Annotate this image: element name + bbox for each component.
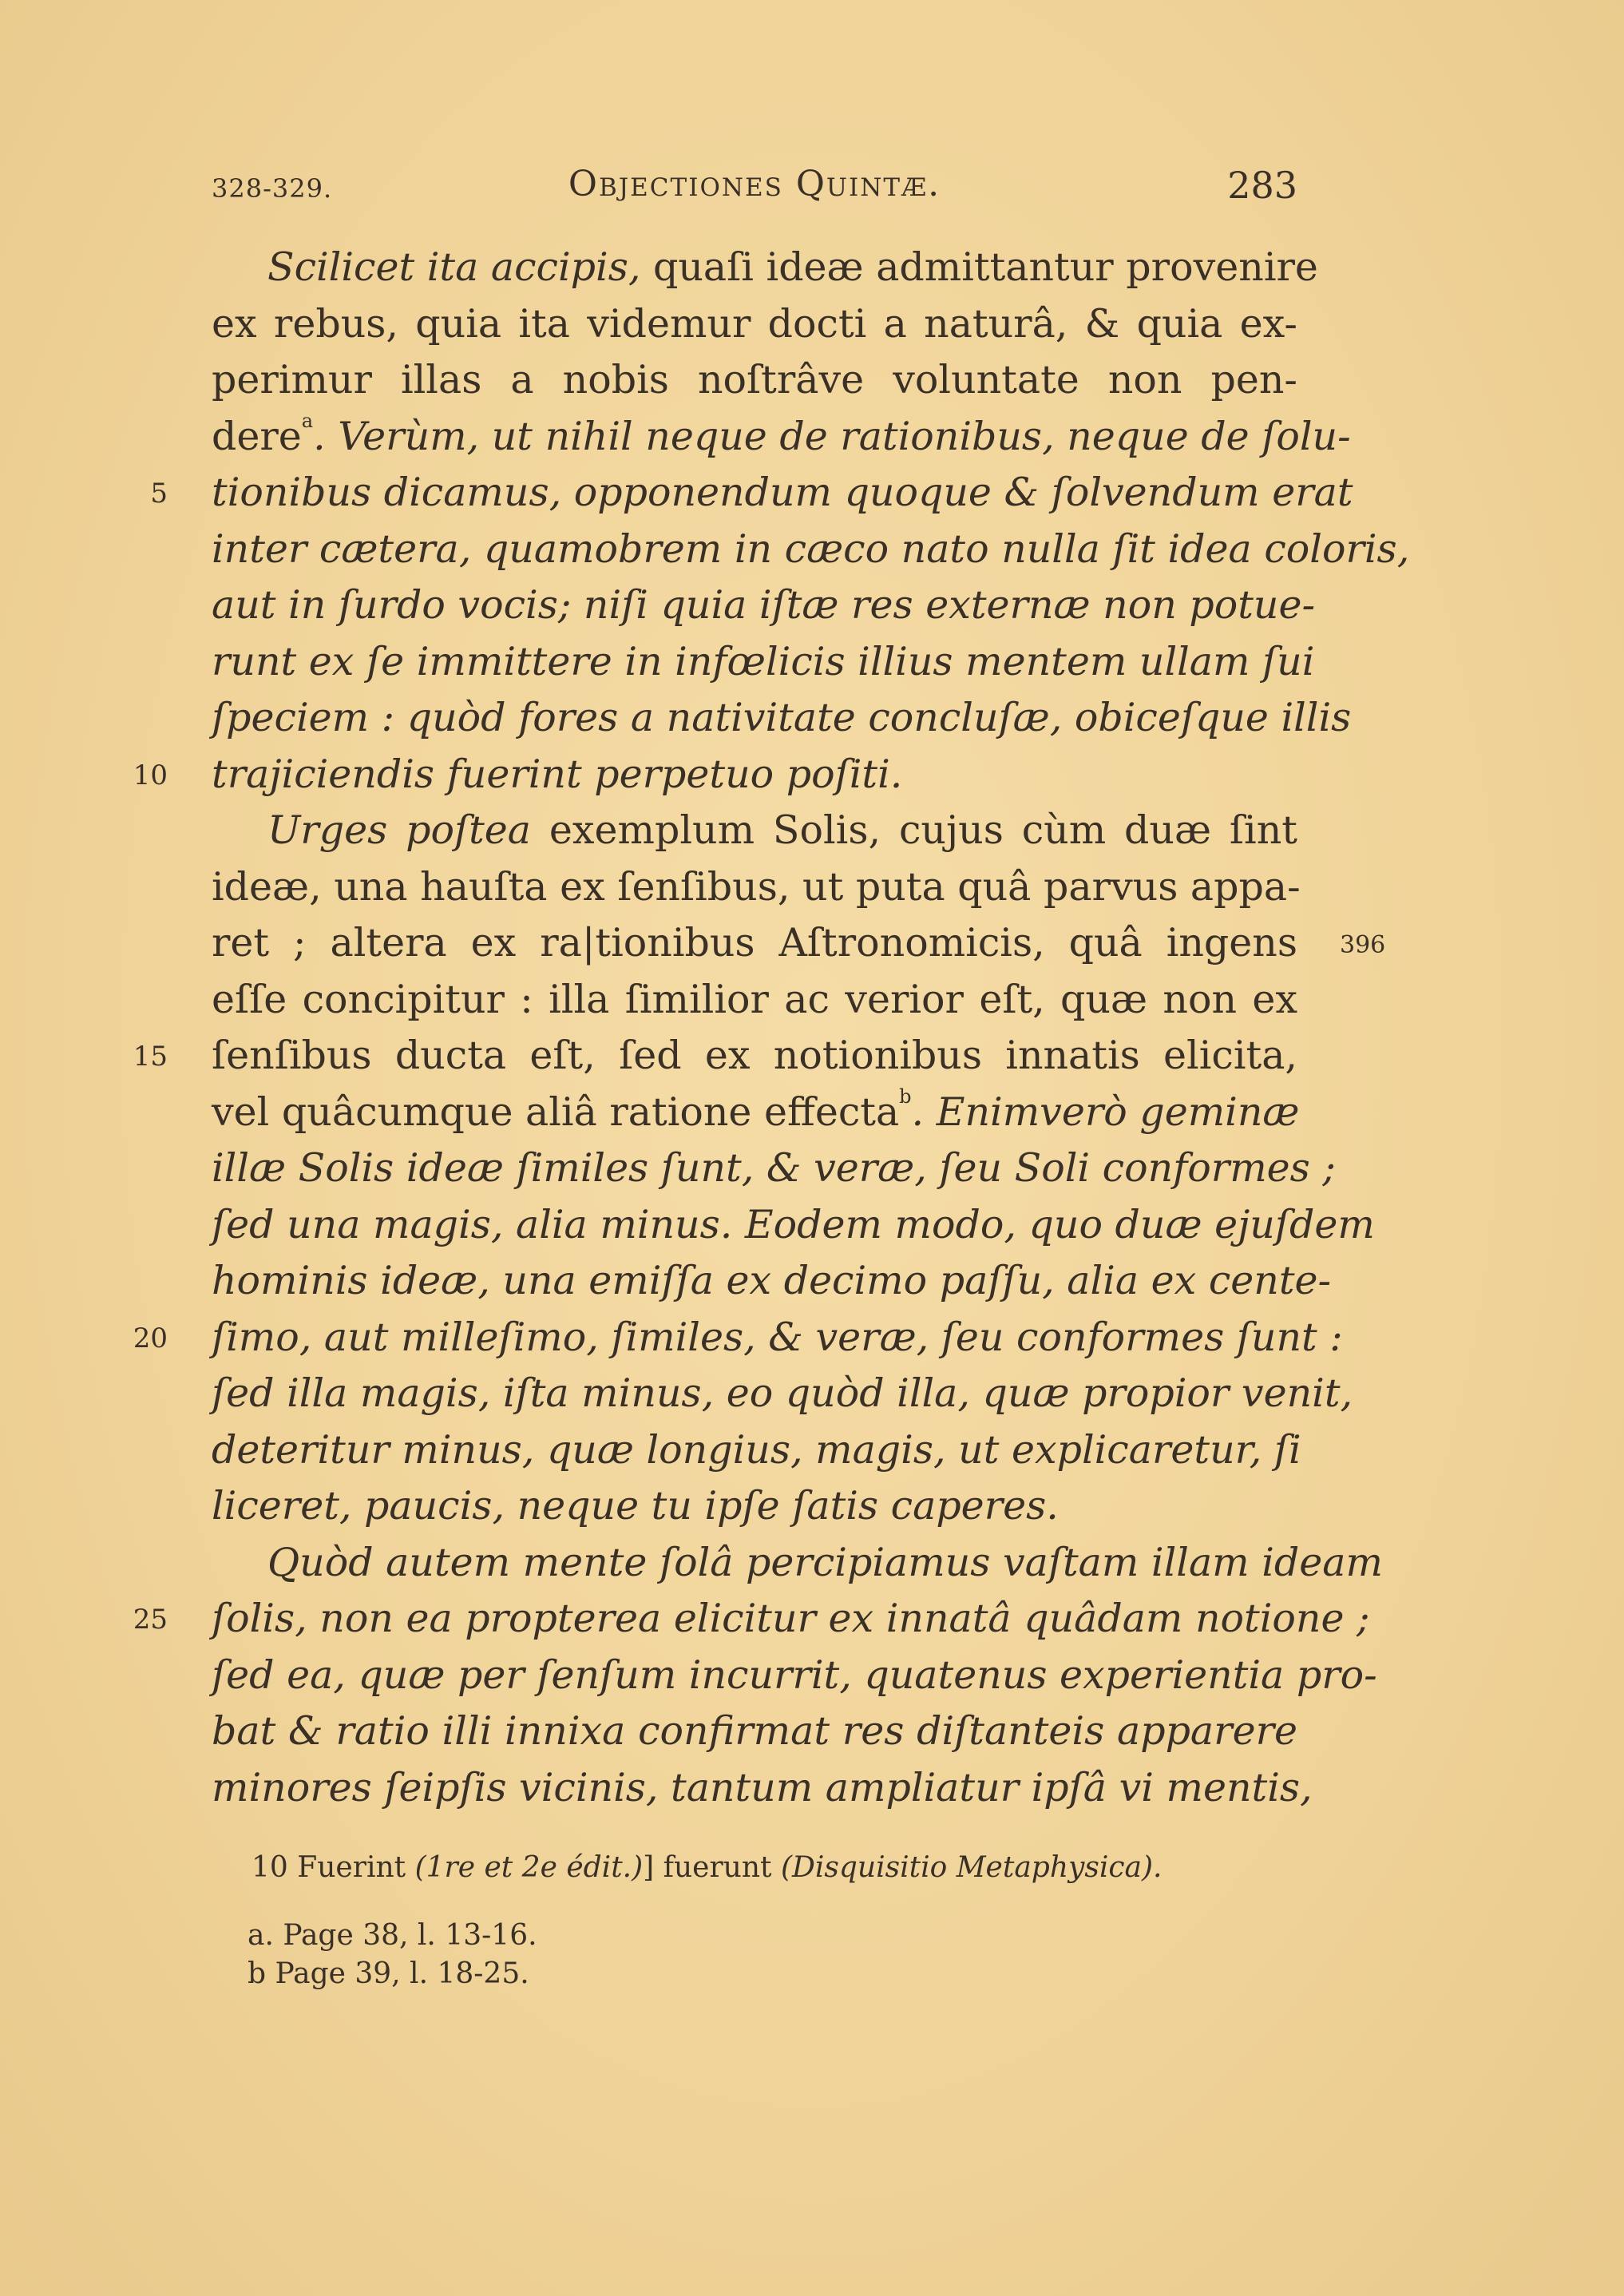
footnote-ref-b[interactable]: b [899,1085,912,1108]
folio-number: 283 [1227,164,1297,207]
text-line: hominis ideæ, una emiſſa ex decimo paſſu, alia ex cente- [212,1258,1332,1303]
text-line: ſed una magis, alia minus. Eodem modo, quo duæ ejuſdem [212,1202,1375,1247]
text-line: tionibus dicamus, opponendum quoque & ſolvendum erat [212,470,1353,515]
text-line: dere$^a$. Verùm, ut nihil neque de rationibus, neque de ſolu- [212,410,1351,459]
header-title: Objectiones Quintæ. [568,164,941,204]
text-line: minores ſeipſis vicinis, tantum ampliatur ipſâ vi mentis, [212,1765,1313,1810]
text-line: ſpeciem : quòd fores a nativitate concluſæ, obiceſque illis [212,695,1352,740]
text-line: ſimo, aut milleſimo, ſimiles, & veræ, ſeu conformes ſunt : [212,1315,1343,1360]
text-line: ſenſibus ducta eſt, ſed ex notionibus innatis elicita, [212,1033,1297,1078]
text-line: ſed illa magis, iſta minus, eo quòd illa, quæ propior venit, [212,1370,1353,1416]
text-line: ſolis, non ea propterea elicitur ex innatâ quâdam notione ; [212,1596,1370,1641]
footnote-ref-a[interactable]: a [301,410,314,432]
footnote-a: a. Page 38, l. 13-16. [248,1919,537,1952]
margin-page-reference: 396 [1340,931,1386,959]
text-line: inter cætera, quamobrem in cæco nato nulla ſit idea coloris, [212,526,1410,572]
text-line: illæ Solis ideæ ſimiles ſunt, & veræ, ſeu Soli conformes ; [212,1145,1336,1191]
text-line: aut in ſurdo vocis; niſi quia iſtæ res externæ non potue- [212,582,1316,628]
text-line: Quòd autem mente ſolâ percipiamus vaſtam illam ideam [267,1540,1383,1585]
running-header [212,164,1297,212]
line-number: 10 [133,759,168,791]
line-number: 5 [150,478,168,510]
line-number: 25 [133,1604,168,1636]
text-line: deteritur minus, quæ longius, magis, ut explicaretur, ſi [212,1427,1301,1473]
line-number: 15 [133,1041,168,1073]
variant-note: 10 Fuerint (1re et 2e édit.)] fuerunt (Disquisitio Metaphysica). [252,1851,1163,1884]
text-line: ſed ea, quæ per ſenſum incurrit, quatenus experientia pro- [212,1652,1377,1698]
text-line: bat & ratio illi innixa confirmat res diſtanteis apparere [212,1708,1297,1754]
text-line: ideæ, una hauſta ex ſenſibus, ut puta quâ parvus appa- [212,864,1301,910]
header-pages: 328-329. [212,173,333,204]
text-line: runt ex ſe immittere in infœlicis illius mentem ullam ſui [212,639,1315,684]
text-line: Urges poſtea exemplum Solis, cujus cùm duæ ſint [267,807,1297,853]
text-line: liceret, paucis, neque tu ipſe ſatis caperes. [212,1483,1059,1529]
text-line: trajiciendis fuerint perpetuo poſiti. [212,751,903,797]
text-line: vel quâcumque aliâ ratione effecta$^b$. Enimverò geminæ [212,1085,1300,1135]
footnote-b: b Page 39, l. 18-25. [248,1957,529,1990]
text-line: eſſe concipitur : illa ſimilior ac verior eſt, quæ non ex [212,977,1297,1022]
text-line: perimur illas a nobis noſtrâve voluntate non pen- [212,357,1297,402]
line-number: 20 [133,1322,168,1354]
text-line: ex rebus, quia ita videmur docti a naturâ, & quia ex- [212,301,1297,347]
text-line: Scilicet ita accipis, quaſi ideæ admittantur provenire [267,244,1318,290]
text-line: ret ; altera ex ra|tionibus Aſtronomicis, quâ ingens [212,920,1297,966]
